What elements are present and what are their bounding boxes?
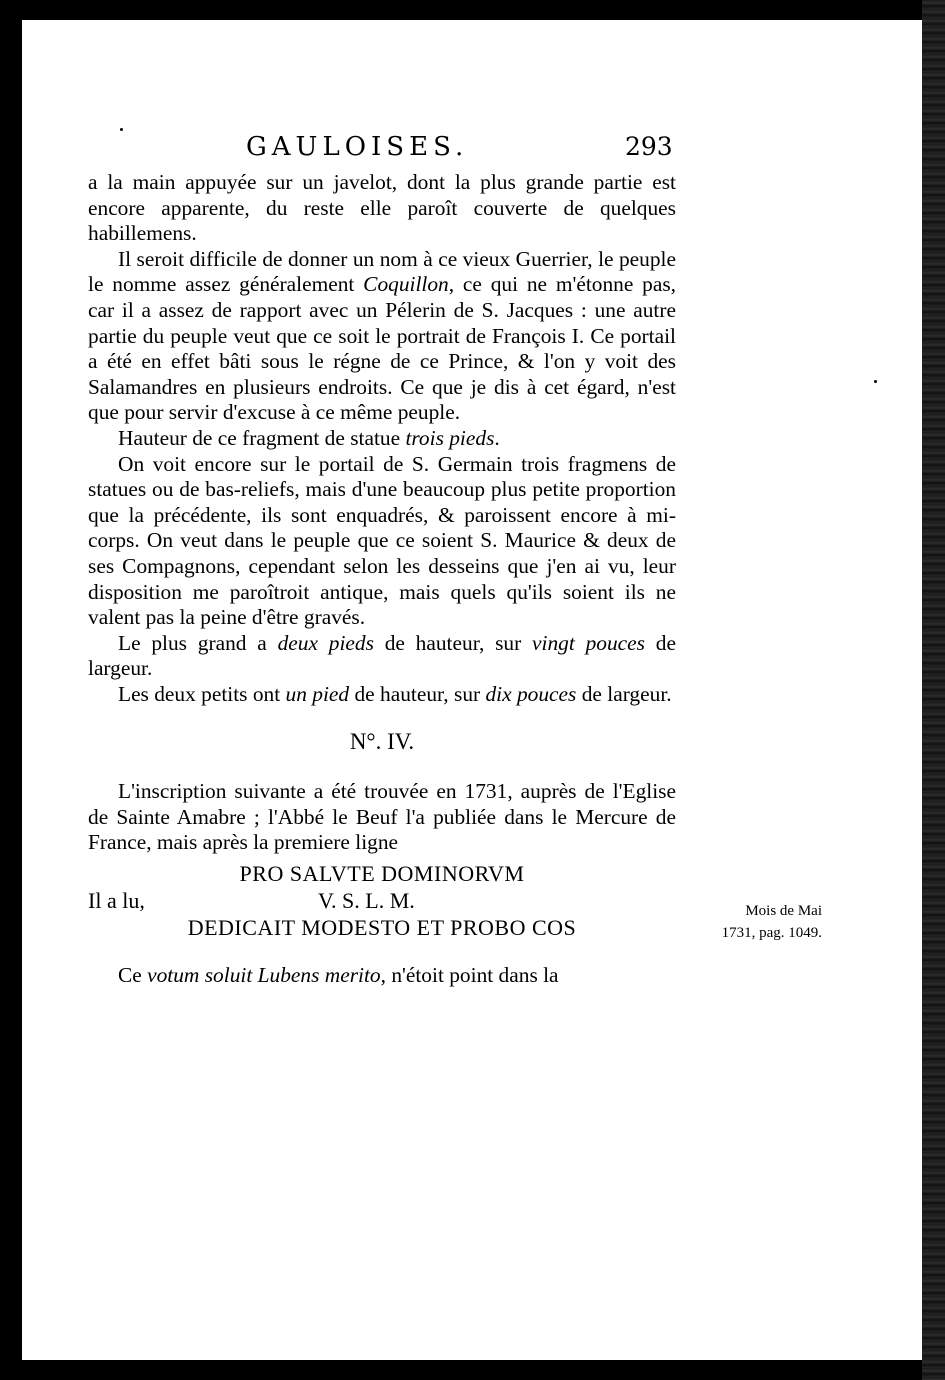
closing-text: Ce xyxy=(118,962,148,987)
inscription-intro: L'inscription suivante a été trouvée en 1731, auprès de l'Eglise de Sainte Amabre ; l'Abbé le Beuf l'a publiée dans le Mercure de France, mais après la premiere ligne xyxy=(88,779,676,855)
paragraph-5-text-c: de largeur. xyxy=(88,630,676,681)
inscription-line-3: DEDICAIT MODESTO ET PROBO COS xyxy=(187,914,577,940)
closing-text-end: , n'étoit point dans la xyxy=(380,962,559,987)
paragraph-5-text-b: de hauteur, sur xyxy=(373,630,533,655)
running-title: GAULOISES. xyxy=(246,132,469,162)
page-number: 293 xyxy=(625,132,673,161)
paragraph-4: On voit encore sur le portail de S. Germain trois fragmens de statues ou de bas-reliefs, mais d'une beaucoup plus petite proportion que la précédente, ils sont enquadrés, & paroissent encore à mi-corps. On veut dans le peuple que ce soient S. Maurice & deux de ses Compagnons, cependant selon les desseins que j'en ai vu, leur disposition me paroîtroit antique, mais quels qu'ils soient ils ne valent pas la peine d'être gravés. xyxy=(88,451,676,630)
paragraph-3-italic: trois pieds xyxy=(405,425,495,450)
paragraph-2-italic: Coquillon xyxy=(363,272,449,297)
ink-speck xyxy=(120,128,123,131)
paragraph-3 xyxy=(88,426,676,452)
paragraph-6 xyxy=(88,682,676,708)
margin-note xyxy=(682,900,822,944)
paragraph-3-text: Hauteur de ce fragment de statue xyxy=(118,425,406,450)
page-edge xyxy=(922,0,945,1380)
section-title: N°. IV. xyxy=(349,729,415,755)
margin-note-line-1: Mois de Mai xyxy=(745,903,822,919)
closing-italic: votum soluit Lubens merito xyxy=(147,962,381,987)
paragraph-5-italic-a: deux pieds xyxy=(277,630,374,655)
inscription-row-2 xyxy=(88,887,676,914)
paragraph-6-italic-a: un pied xyxy=(285,681,350,706)
paragraph-5 xyxy=(88,631,676,682)
paragraph-6-italic-b: dix pouces xyxy=(485,681,577,706)
closing-paragraph xyxy=(88,963,676,989)
inscription xyxy=(88,860,676,941)
paragraph-5-italic-b: vingt pouces xyxy=(532,630,645,655)
paragraph-1: a la main appuyée sur un javelot, dont la plus grande partie est encore apparente, du reste elle paroît couverte de quelques habillemens. xyxy=(88,170,676,246)
main-text xyxy=(88,170,676,988)
paragraph-6-text-c: de largeur. xyxy=(576,681,672,706)
inscription-line-1: PRO SALVTE DOMINORVM xyxy=(239,860,525,886)
inscription-line-2: V. S. L. M. xyxy=(318,887,415,913)
paragraph-2-text: Il seroit difficile de donner un nom à ce vieux Guerrier, le peuple le nomme assez généralement xyxy=(88,246,676,297)
book-page xyxy=(22,20,922,1360)
paragraph-2 xyxy=(88,247,676,426)
paragraph-5-text-a: Le plus grand a xyxy=(118,630,278,655)
page-header xyxy=(22,132,922,172)
paragraph-6-text-b: de hauteur, sur xyxy=(349,681,486,706)
spacer xyxy=(88,941,676,963)
ink-speck xyxy=(874,380,877,383)
paragraph-6-text-a: Les deux petits ont xyxy=(118,681,286,706)
paragraph-3-text-end: . xyxy=(494,425,500,450)
margin-note-line-2: 1731, pag. 1049. xyxy=(721,925,822,941)
il-a-lu-label: Il a lu, xyxy=(88,887,145,913)
paragraph-2-text-end: , ce qui ne m'étonne pas, car il a assez de rapport avec un Pélerin de S. Jacques : une autre partie du peuple veut que ce soit le portrait de François I. Ce portail a été en effet bâti sous le régne de ce Prince, & l'on y voit des Salamandres en plusieurs endroits. Ce que je dis à cet égard, n'est que pour servir d'excuse à ce même peuple. xyxy=(88,272,677,425)
